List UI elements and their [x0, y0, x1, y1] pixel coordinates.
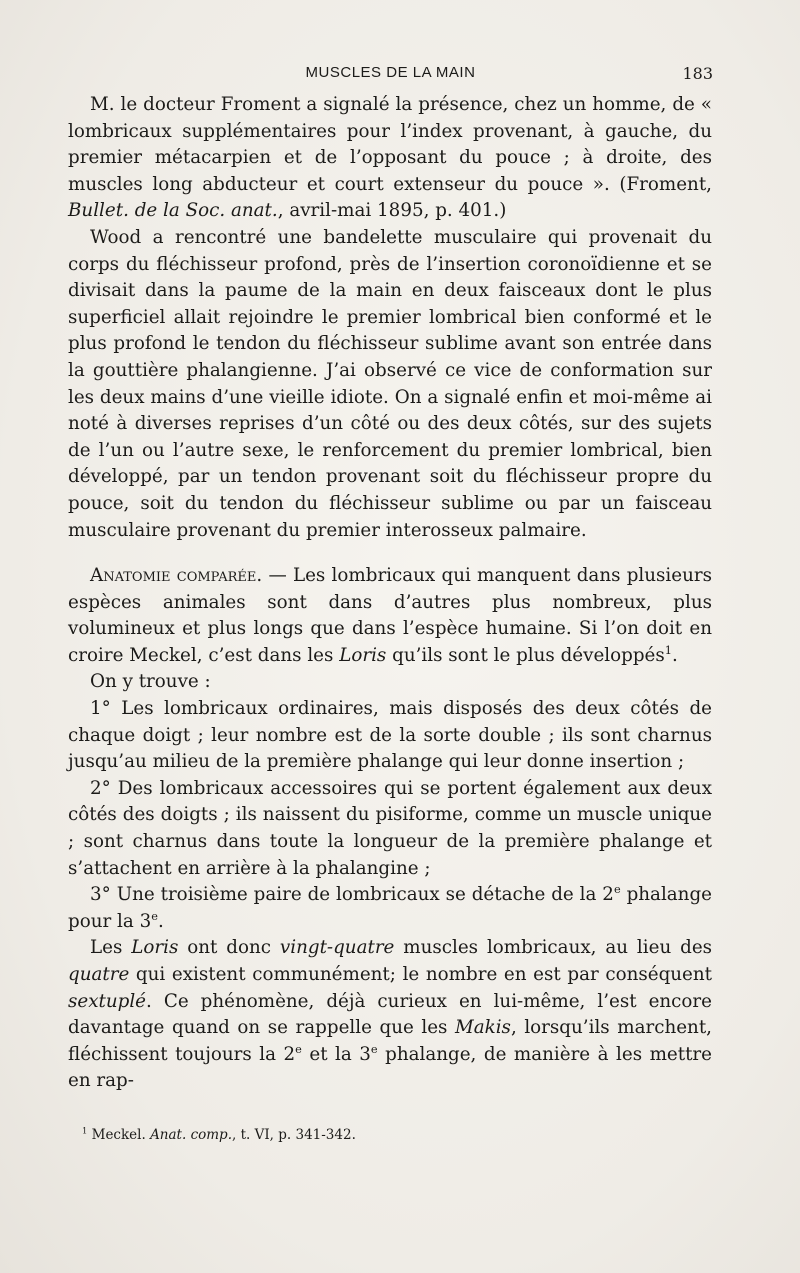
italic-term: quatre: [68, 964, 130, 985]
paragraph-loris: [68, 935, 712, 1095]
italic-citation: Bullet. de la Soc. anat.: [68, 200, 278, 222]
superscript: e: [370, 1041, 378, 1056]
footnote: [82, 1126, 712, 1144]
text-run: phalange, de manière à les mettre en rap-: [68, 1043, 712, 1092]
italic-term: vingt-quatre: [279, 937, 395, 959]
superscript: e: [151, 908, 158, 923]
text-run: muscles lombricaux, au lieu des: [394, 937, 713, 959]
text-run: M. le docteur Froment a signalé la présence, chez un homme, de « lombricaux supplémentaires pour l’index provenant, à gauche, du premier métacarpien et de l’opposant du pouce ; à droite, des muscles long abducteur et court extenseur du pouce ». (Froment,: [68, 94, 712, 195]
italic-term: sextuplé: [68, 990, 146, 1012]
text-run: phalange pour la 3: [68, 884, 712, 932]
text-run: Des lombricaux accessoires qui se portent également aux deux côtés des doigts ; ils naissent du pisiforme, comme un muscle unique ; sont charnus dans toute la longueur de la première phalange et s’attachent en arrière à la phalangine ;: [68, 777, 712, 879]
text-run: — Les lombricaux qui manquent dans plusieurs espèces animales sont dans d’autres plus nombreux, plus volumineux et plus longs que dans l’espèce humaine. Si l’on doit en croire Meckel, c’est dans les: [68, 565, 712, 666]
superscript: e: [613, 882, 621, 897]
text-run: , lorsqu’ils marchent, fléchissent toujours la 2: [68, 1017, 712, 1065]
list-item-2: [68, 776, 712, 882]
page-header: [68, 62, 713, 86]
footnote-marker: 1: [664, 642, 672, 657]
text-run: , avril-mai 1895, p. 401.): [277, 200, 507, 222]
text-run: .: [157, 910, 164, 932]
paragraph-wood: Wood a rencontré une bandelette musculaire qui provenait du corps du fléchisseur profond, près de l’insertion coronoïdienne et se divisait dans la paume de la main en deux faisceaux dont le plus superficiel allait rejoindre le premier lombrical bien conformé et le plus profond le tendon du fléchisseur sublime avant son entrée dans la gouttière phalangienne. J’ai observé ce vice de conformation sur les deux mains d’une vieille idiote. On a signalé enfin et moi-même ai noté à diverses reprises d’un côté ou des deux côtés, sur des sujets de l’un ou l’autre sexe, le renforcement du premier lombrical, bien développé, par un tendon provenant soit du fléchisseur propre du pouce, soit du tendon du fléchisseur sublime ou par un faisceau musculaire provenant du premier interosseux palmaire.: [68, 226, 712, 541]
text-run: qui existent communément; le nombre en est par conséquent: [129, 964, 712, 985]
list-number: 1°: [90, 698, 111, 720]
text-run: ont donc: [178, 937, 280, 959]
text-run: Les: [90, 937, 132, 959]
text-run: Une troisième paire de lombricaux se détache de la 2: [110, 884, 614, 906]
italic-term: Makis: [455, 1017, 511, 1039]
superscript: e: [295, 1041, 302, 1056]
text-run: .: [671, 644, 678, 666]
text-run: qu’ils sont le plus développés: [386, 644, 665, 666]
list-number: 2°: [90, 777, 111, 799]
body-text: [68, 92, 712, 1095]
text-run: , t. VI, p. 341-342.: [232, 1127, 356, 1143]
running-title: MUSCLES DE LA MAIN: [305, 64, 476, 81]
page-number: 183: [682, 64, 713, 83]
text-run: et la 3: [301, 1043, 371, 1065]
text-run: Les lombricaux ordinaires, mais disposés des deux côtés de chaque doigt ; leur nombre est de la sorte double ; ils sont charnus jusqu’au milieu de la première phalange qui leur donne insertion ;: [68, 698, 712, 773]
list-number: 3°: [90, 884, 111, 906]
list-item-3: [68, 882, 712, 935]
footnote-number: 1: [82, 1125, 88, 1136]
paragraph-on-y-trouve: On y trouve :: [90, 671, 211, 693]
list-item-1: [68, 696, 712, 776]
section-heading: Anatomie comparée.: [90, 565, 263, 587]
paragraph-froment: [68, 92, 712, 225]
text-run: . Ce phénomène, déjà curieux en lui-même, l’est encore davantage quand on se rappelle que les: [68, 990, 712, 1039]
italic-citation: Anat. comp.: [150, 1127, 232, 1143]
italic-term: Loris: [131, 937, 179, 959]
paragraph-anatomie-comparee: [68, 563, 712, 669]
text-run: Meckel.: [87, 1127, 151, 1143]
italic-term: Loris: [339, 644, 387, 666]
